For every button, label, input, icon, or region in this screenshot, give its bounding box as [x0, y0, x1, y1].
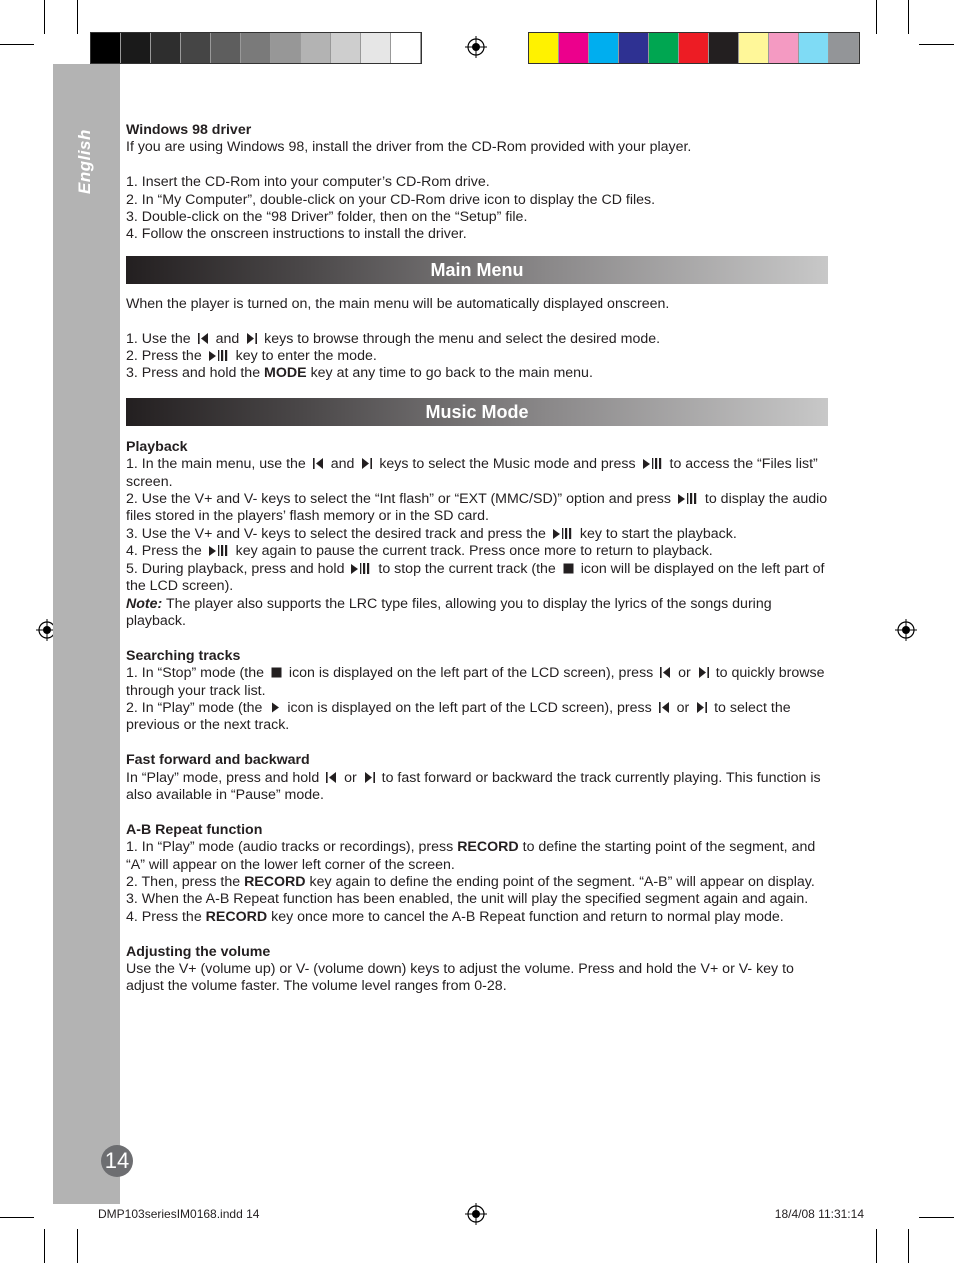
text: 1. Use the — [126, 330, 191, 347]
sidebar-strip — [53, 64, 120, 1204]
list-item: 3. Double-click on the “98 Driver” folder, then on the “Setup” file. — [126, 209, 528, 226]
page-content — [126, 122, 831, 996]
text: 2. In “Play” mode (the — [126, 699, 263, 716]
list-item — [126, 491, 831, 526]
list-item — [126, 365, 831, 382]
color-swatch — [799, 33, 829, 63]
list-item — [126, 348, 831, 365]
crop-mark — [0, 1217, 34, 1218]
play-pause-icon — [642, 457, 664, 470]
gray-swatch — [271, 33, 301, 63]
section-heading: A-B Repeat function — [126, 821, 263, 838]
play-icon — [268, 701, 281, 714]
text: 5. During playback, press and hold — [126, 560, 345, 577]
list-item — [126, 700, 831, 735]
text: to define the starting point of the segment, and “A” will appear on the lower left corner of the screen. — [126, 839, 816, 873]
gray-swatch — [151, 33, 181, 63]
text: 4. Press the — [126, 908, 202, 925]
key-name: RECORD — [457, 839, 519, 856]
key-name: MODE — [264, 365, 307, 382]
gray-swatch — [241, 33, 271, 63]
text: keys to browse through the menu and select the desired mode. — [264, 330, 661, 347]
list-item — [126, 526, 831, 543]
play-pause-icon — [677, 492, 699, 505]
crop-mark — [0, 44, 34, 45]
paragraph: When the player is turned on, the main menu will be automatically displayed onscreen. — [126, 295, 670, 312]
text: 1. In “Stop” mode (the — [126, 665, 265, 682]
text: key to enter the mode. — [235, 348, 377, 365]
list-item — [126, 561, 831, 596]
text: 1. In “Play” mode (audio tracks or recordings), press — [126, 839, 454, 856]
previous-icon — [197, 332, 210, 345]
music-mode-banner: Music Mode — [126, 398, 828, 426]
list-item — [126, 543, 831, 560]
list-item — [126, 909, 831, 926]
crop-mark — [876, 0, 877, 34]
play-pause-icon — [208, 544, 230, 557]
next-icon — [695, 701, 708, 714]
gray-swatch — [391, 33, 421, 63]
list-item — [126, 456, 831, 491]
footer-filename: DMP103seriesIM0168.indd 14 — [98, 1207, 260, 1221]
note-label: Note: — [126, 595, 163, 612]
list-item — [126, 839, 831, 874]
previous-icon — [659, 666, 672, 679]
gray-swatch — [181, 33, 211, 63]
text: icon is displayed on the left part of the LCD screen), press — [287, 699, 652, 716]
paragraph: If you are using Windows 98, install the driver from the CD-Rom provided with your player. — [126, 139, 692, 156]
text: to access the “Files list” screen. — [126, 456, 818, 490]
text: to stop the current track (the — [378, 560, 556, 577]
crop-mark — [44, 1229, 45, 1263]
main-menu-banner: Main Menu — [126, 256, 828, 284]
footer-timestamp: 18/4/08 11:31:14 — [774, 1207, 864, 1221]
gray-swatch — [331, 33, 361, 63]
crop-mark — [919, 1217, 954, 1218]
next-icon — [360, 457, 373, 470]
section-heading: Searching tracks — [126, 647, 241, 664]
list-item: 1. Insert the CD-Rom into your computer’s CD-Rom drive. — [126, 174, 490, 191]
text: 2. Then, press the — [126, 873, 241, 890]
text: or — [344, 769, 357, 786]
color-swatch — [829, 33, 859, 63]
crop-mark — [77, 0, 78, 34]
list-item — [126, 874, 831, 891]
key-name: RECORD — [205, 908, 268, 925]
grayscale-calibration-bar — [90, 32, 422, 64]
stop-icon — [562, 562, 575, 575]
text: to fast forward or backward the track currently playing. This function is also available in “Pause” mode. — [126, 769, 821, 803]
text: In “Play” mode, press and hold — [126, 769, 320, 786]
color-swatch — [529, 33, 559, 63]
crop-mark — [919, 44, 954, 45]
list-item: 4. Follow the onscreen instructions to install the driver. — [126, 226, 467, 243]
text: key again to pause the current track. Press once more to return to playback. — [235, 543, 713, 560]
registration-mark-icon — [465, 1203, 487, 1225]
color-swatch — [769, 33, 799, 63]
color-calibration-bar — [528, 32, 860, 64]
gray-swatch — [361, 33, 391, 63]
text: The player also supports the LRC type files, allowing you to display the lyrics of the songs during playback. — [126, 595, 772, 629]
gray-swatch — [301, 33, 331, 63]
language-label: English — [75, 129, 94, 194]
text: and — [215, 330, 240, 347]
next-icon — [363, 771, 376, 784]
text: to quickly browse through your track list. — [126, 665, 825, 699]
section-heading: Adjusting the volume — [126, 943, 271, 960]
key-name: RECORD — [244, 873, 306, 890]
registration-mark-icon — [895, 619, 917, 641]
color-swatch — [709, 33, 739, 63]
gray-swatch — [91, 33, 121, 63]
page-number: 14 — [101, 1145, 133, 1177]
section-heading: Playback — [126, 438, 188, 455]
crop-mark — [908, 0, 909, 34]
text: 3. Press and hold the — [126, 365, 261, 382]
crop-mark — [77, 1229, 78, 1263]
text: 2. Press the — [126, 348, 202, 365]
text: 3. Use the V+ and V- keys to select the desired track and press the — [126, 525, 546, 542]
play-pause-icon — [350, 562, 372, 575]
previous-icon — [325, 771, 338, 784]
text: 1. In the main menu, use the — [126, 456, 306, 473]
list-item: 2. In “My Computer”, double-click on your CD-Rom drive icon to display the CD files. — [126, 191, 656, 208]
section-heading: Fast forward and backward — [126, 752, 310, 769]
color-swatch — [619, 33, 649, 63]
text: 4. Press the — [126, 543, 202, 560]
text: or — [676, 699, 690, 716]
color-swatch — [589, 33, 619, 63]
text: icon is displayed on the left part of the LCD screen), press — [288, 665, 654, 682]
next-icon — [245, 332, 258, 345]
text: icon will be displayed on the left part of the LCD screen). — [126, 560, 825, 595]
paragraph — [126, 770, 831, 805]
text: key to start the playback. — [579, 525, 737, 542]
text: or — [678, 665, 691, 682]
previous-icon — [658, 701, 671, 714]
color-swatch — [649, 33, 679, 63]
play-pause-icon — [208, 349, 230, 362]
note — [126, 596, 831, 631]
text: key at any time to go back to the main menu. — [310, 365, 593, 382]
text: key once more to cancel the A-B Repeat function and return to normal play mode. — [271, 908, 784, 925]
list-item — [126, 665, 831, 700]
text: 2. Use the V+ and V- keys to select the “Int flash” or “EXT (MMC/SD)” option and press — [126, 491, 671, 508]
color-swatch — [679, 33, 709, 63]
text: keys to select the Music mode and press — [379, 456, 636, 473]
paragraph: Use the V+ (volume up) or V- (volume down) keys to adjust the volume. Press and hold the V+ or V- key to adjust the volume faster. The volume level ranges from 0-28. — [126, 960, 794, 995]
next-icon — [697, 666, 710, 679]
section-heading: Windows 98 driver — [126, 122, 252, 138]
list-item: 3. When the A-B Repeat function has been enabled, the unit will play the specified segment again and again. — [126, 891, 809, 908]
play-pause-icon — [552, 527, 574, 540]
text: and — [330, 456, 355, 473]
stop-icon — [270, 666, 283, 679]
gray-swatch — [121, 33, 151, 63]
registration-mark-icon — [465, 36, 487, 58]
gray-swatch — [211, 33, 241, 63]
crop-mark — [44, 0, 45, 34]
text: to display the audio files stored in the players’ flash memory or in the SD card. — [126, 491, 828, 525]
color-swatch — [559, 33, 589, 63]
text: key again to define the ending point of the segment. “A-B” will appear on display. — [309, 873, 815, 890]
color-swatch — [739, 33, 769, 63]
previous-icon — [312, 457, 325, 470]
text: to select the previous or the next track. — [126, 699, 791, 734]
list-item — [126, 331, 831, 348]
crop-mark — [908, 1229, 909, 1263]
crop-mark — [876, 1229, 877, 1263]
